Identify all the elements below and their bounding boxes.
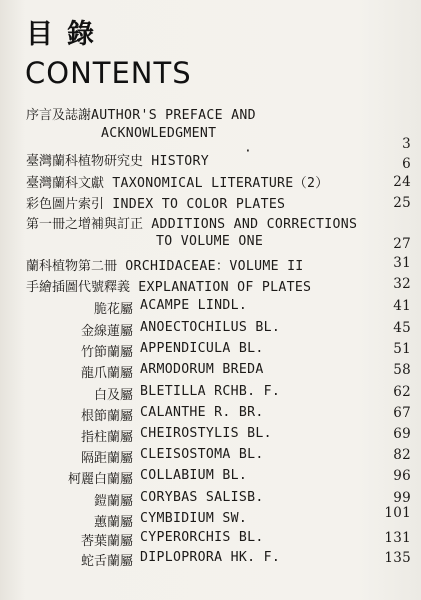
genus-page: 82: [393, 447, 411, 463]
genus-cjk: 鎧蘭屬: [93, 494, 133, 509]
genus-page: 58: [393, 362, 411, 378]
entry-page: 27: [393, 236, 411, 252]
genus-cjk: 脆花屬: [93, 302, 133, 317]
entry-cjk: 臺灣蘭科文獻: [26, 176, 105, 191]
genus-cjk: 金線蓮屬: [80, 324, 133, 339]
entry-page: 3: [402, 136, 411, 152]
genus-cjk: 柯麗白蘭屬: [67, 472, 133, 487]
genus-latin: ARMODORUM BREDA: [140, 362, 264, 377]
genus-page: 99: [393, 490, 411, 506]
genus-cjk: 蛇舌蘭屬: [80, 554, 133, 569]
genus-latin: CORYBAS SALISB.: [140, 490, 264, 505]
entry-page: 24: [393, 174, 411, 190]
genus-latin: BLETILLA RCHB. F.: [140, 384, 281, 399]
contents-heading-cjk: 目錄: [26, 19, 108, 50]
genus-page: 131: [384, 530, 411, 546]
entry-title: ORCHIDACEAE：VOLUME II: [125, 259, 304, 274]
entry-page: 25: [393, 195, 411, 211]
genus-cjk: 竹節蘭屬: [80, 345, 133, 360]
genus-page: 41: [393, 298, 411, 314]
genus-latin: ANOECTOCHILUS BL.: [140, 320, 281, 335]
genus-latin: DIPLOPRORA HK. F.: [140, 550, 281, 565]
entry-page: 31: [393, 255, 411, 271]
genus-cjk: 隔距蘭屬: [80, 451, 133, 466]
genus-page: 135: [384, 550, 411, 566]
entry-title: TO VOLUME ONE: [156, 234, 264, 249]
genus-cjk: 蕙蘭屬: [93, 515, 133, 530]
contents-heading-en: CONTENTS: [25, 56, 192, 90]
entry-title: HISTORY: [151, 154, 209, 169]
genus-page: 96: [393, 468, 411, 484]
genus-latin: CLEISOSTOMA BL.: [140, 447, 264, 462]
genus-cjk: 龍爪蘭屬: [80, 366, 133, 381]
genus-page: 45: [393, 320, 411, 336]
entry-title: ADDITIONS AND CORRECTIONS: [151, 217, 358, 232]
entry-cjk: 彩色圖片索引: [26, 197, 105, 212]
genus-cjk: 白及屬: [93, 388, 133, 403]
genus-page: 62: [393, 384, 411, 400]
genus-page: 67: [393, 405, 411, 421]
genus-page: 101: [384, 505, 411, 521]
entry-page: 32: [393, 276, 411, 292]
genus-latin: CHEIROSTYLIS BL.: [140, 426, 272, 441]
entry-title: EXPLANATION OF PLATES: [138, 280, 312, 295]
entry-title: INDEX TO COLOR PLATES: [112, 197, 286, 212]
genus-page: 51: [393, 341, 411, 357]
genus-latin: APPENDICULA BL.: [140, 341, 264, 356]
genus-latin: COLLABIUM BL.: [140, 468, 248, 483]
entry-cjk: 臺灣蘭科植物研究史: [26, 154, 144, 169]
entry-title: ACKNOWLEDGMENT: [101, 126, 217, 141]
entry-cjk: 第一冊之增補與訂正: [26, 217, 144, 232]
entry-title: AUTHOR'S PREFACE AND: [91, 108, 256, 123]
genus-page: 69: [393, 426, 411, 442]
entry-title: TAXONOMICAL LITERATURE（2）: [112, 176, 329, 191]
entry-cjk: 序言及誌謝: [26, 108, 92, 123]
genus-latin: CALANTHE R. BR.: [140, 405, 264, 420]
genus-latin: ACAMPE LINDL.: [140, 298, 248, 313]
genus-cjk: 指柱蘭屬: [80, 430, 133, 445]
genus-latin: CYMBIDIUM SW.: [140, 511, 248, 526]
entry-cjk: 蘭科植物第二冊: [26, 259, 118, 274]
genus-latin: CYPERORCHIS BL.: [140, 530, 264, 545]
genus-cjk: 根節蘭屬: [80, 409, 133, 424]
entry-page: 6: [402, 156, 411, 172]
stray-mark: ·: [244, 144, 253, 159]
entry-cjk: 手繪插圖代號釋義: [26, 280, 131, 295]
genus-cjk: 莕葉蘭屬: [80, 534, 133, 549]
